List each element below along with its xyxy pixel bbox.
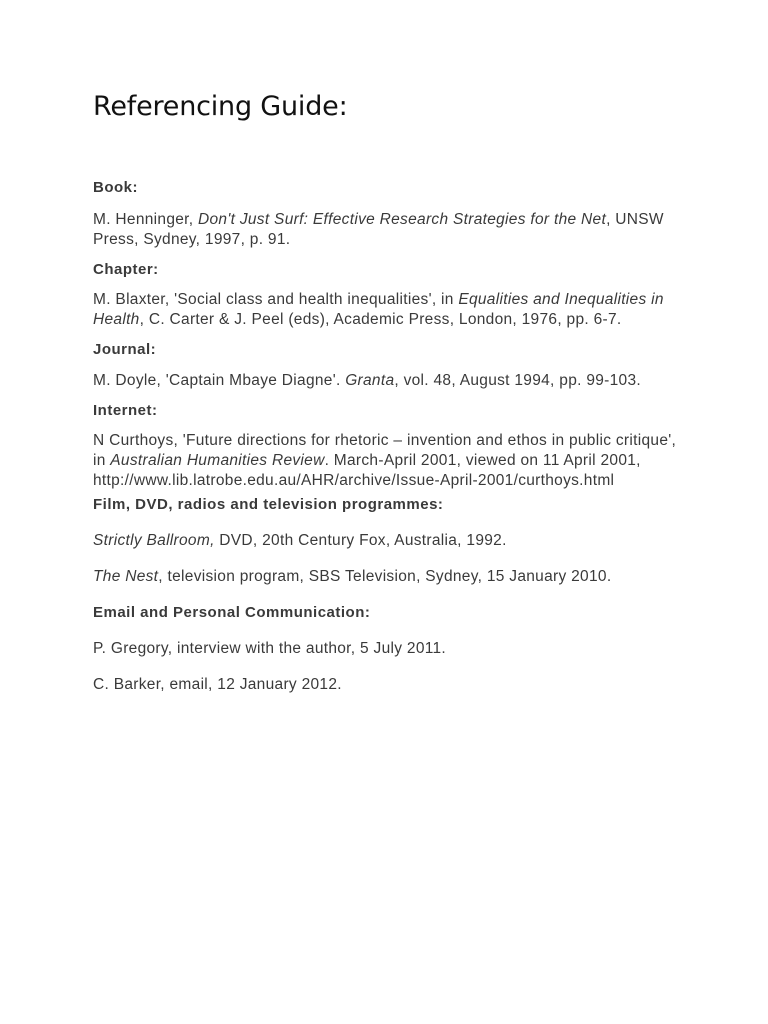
chapter-reference-tail: , C. Carter & J. Peel (eds), Academic Press, London, 1976, pp. 6-7.: [139, 311, 622, 328]
film-heading: Film, DVD, radios and television programmes:: [93, 496, 444, 513]
internet-reference: [93, 431, 693, 491]
book-heading: Book:: [93, 179, 138, 196]
section-chapter: [93, 260, 693, 330]
email-heading: Email and Personal Communication:: [93, 604, 371, 621]
email-reference-1: P. Gregory, interview with the author, 5 July 2011.: [93, 640, 447, 657]
internet-reference-title: Australian Humanities Review: [110, 452, 325, 469]
chapter-reference-title: Equalities and Inequalities in Health: [93, 291, 664, 328]
page-title: Referencing Guide:: [93, 91, 348, 122]
journal-reference-title: Granta: [345, 372, 395, 389]
journal-reference-tail: , vol. 48, August 1994, pp. 99-103.: [394, 372, 641, 389]
internet-reference-lead: N Curthoys, 'Future directions for rhetoric – invention and ethos in public critique', in: [93, 432, 677, 469]
chapter-reference-lead: M. Blaxter, 'Social class and health inequalities', in: [93, 291, 459, 308]
journal-reference: [93, 371, 693, 391]
film-reference-2-title: The Nest: [93, 568, 159, 585]
section-email: [93, 603, 693, 695]
section-internet: [93, 401, 693, 491]
film-reference-1: [93, 531, 693, 551]
film-reference-1-title: Strictly Ballroom,: [93, 532, 215, 549]
book-reference-title: Don't Just Surf: Effective Research Strategies for the Net: [198, 211, 607, 228]
book-reference: [93, 210, 693, 250]
film-reference-2: [93, 567, 693, 587]
internet-heading: Internet:: [93, 402, 158, 419]
book-reference-tail: , UNSW Press, Sydney, 1997, p. 91.: [93, 211, 664, 248]
internet-reference-tail: . March-April 2001, viewed on 11 April 2001, http://www.lib.latrobe.edu.au/AHR/archive/Issue-April-2001/curthoys.html: [93, 452, 641, 489]
chapter-heading: Chapter:: [93, 261, 159, 278]
section-journal: [93, 340, 693, 391]
section-film: [93, 495, 693, 587]
document-page: [93, 88, 693, 695]
journal-reference-lead: M. Doyle, 'Captain Mbaye Diagne'.: [93, 372, 346, 389]
journal-heading: Journal:: [93, 341, 157, 358]
book-reference-lead: M. Henninger,: [93, 211, 199, 228]
film-reference-2-tail: , television program, SBS Television, Sydney, 15 January 2010.: [158, 568, 612, 585]
email-reference-2: C. Barker, email, 12 January 2012.: [93, 676, 342, 693]
section-book: [93, 178, 693, 250]
film-reference-1-tail: DVD, 20th Century Fox, Australia, 1992.: [214, 532, 507, 549]
chapter-reference: [93, 290, 693, 330]
